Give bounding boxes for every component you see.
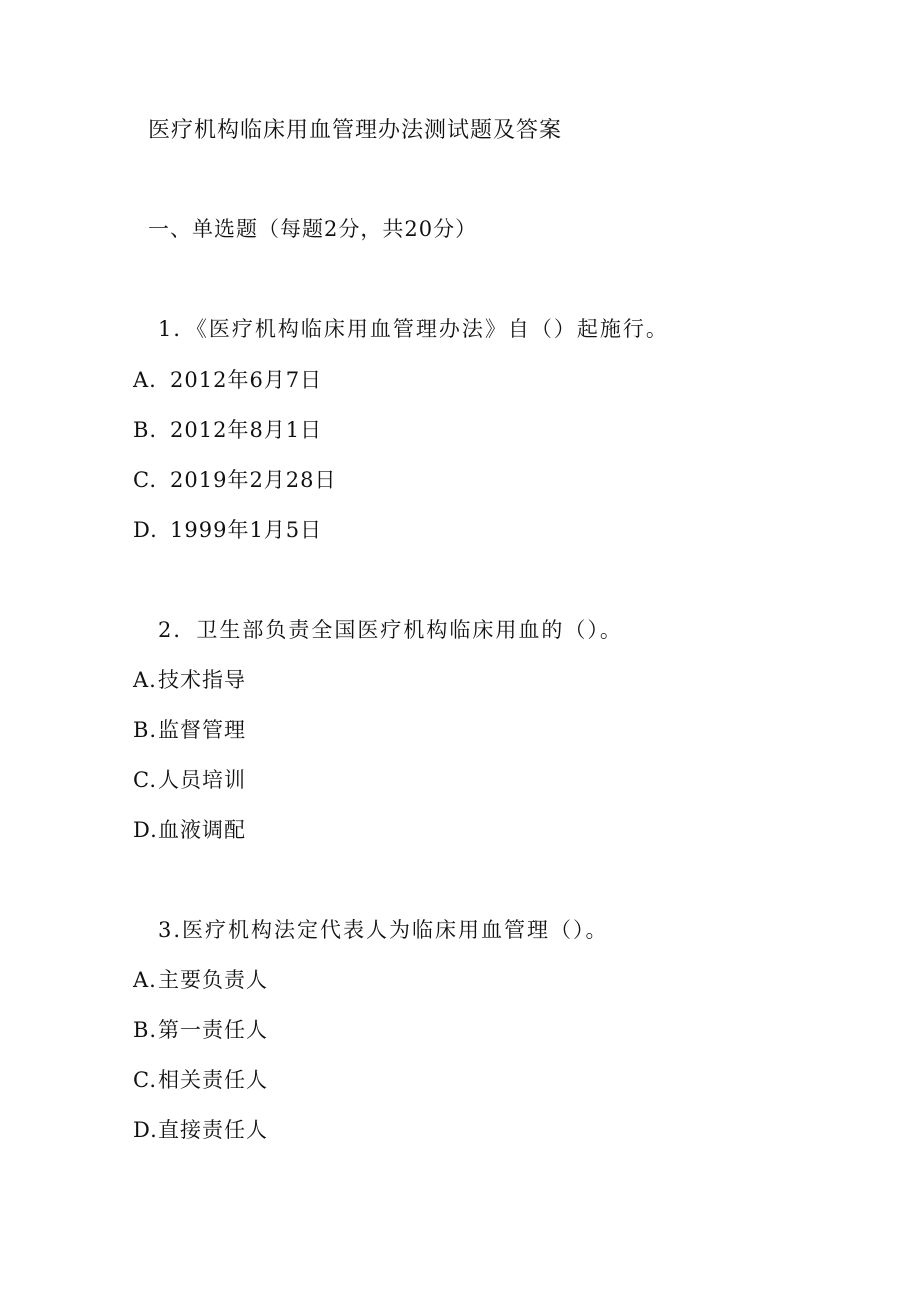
option-letter: A.	[133, 668, 157, 692]
question-1-stem: 1．《医疗机构临床用血管理办法》自（）起施行。	[158, 317, 669, 341]
option-letter: C.	[133, 468, 157, 492]
question-3-option-c	[133, 1064, 268, 1094]
document-title: 医疗机构临床用血管理办法测试题及答案	[148, 118, 563, 143]
option-letter: D.	[133, 1118, 158, 1142]
option-text: 2012年8月1日	[170, 418, 323, 442]
option-text: 第一责任人	[158, 1018, 268, 1042]
option-letter: C.	[133, 1068, 157, 1092]
option-text: 相关责任人	[158, 1068, 268, 1092]
question-1-option-c	[133, 464, 337, 494]
option-letter: C.	[133, 768, 157, 792]
option-letter: D.	[133, 518, 158, 542]
option-letter: A.	[133, 968, 157, 992]
question-1-option-b	[133, 414, 322, 444]
option-text: 1999年1月5日	[170, 518, 323, 542]
question-3-option-a	[133, 964, 268, 994]
question-1-option-a	[133, 364, 322, 394]
option-letter: B.	[133, 1018, 158, 1042]
question-2-option-d	[133, 814, 246, 844]
option-text: 主要负责人	[158, 968, 268, 992]
option-text: 2012年6月7日	[170, 368, 323, 392]
question-1-option-d	[133, 514, 322, 544]
option-letter: D.	[133, 818, 158, 842]
question-2-option-a	[133, 664, 246, 694]
question-3-option-d	[133, 1114, 268, 1144]
option-letter: A.	[133, 368, 157, 392]
option-text: 血液调配	[158, 818, 246, 842]
option-text: 直接责任人	[158, 1118, 268, 1142]
option-text: 人员培训	[158, 768, 246, 792]
section-heading: 一、单选题（每题2分，共20分）	[148, 217, 478, 241]
option-text: 技术指导	[158, 668, 246, 692]
question-3-option-b	[133, 1014, 268, 1044]
question-2-option-b	[133, 714, 246, 744]
option-text: 2019年2月28日	[170, 468, 337, 492]
question-3-stem: 3.医疗机构法定代表人为临床用血管理（）。	[158, 918, 609, 942]
question-2-option-c	[133, 764, 246, 794]
option-text: 监督管理	[158, 718, 246, 742]
question-2-stem: 2．卫生部负责全国医疗机构临床用血的（）。	[158, 618, 623, 642]
option-letter: B.	[133, 718, 158, 742]
option-letter: B.	[133, 418, 158, 442]
